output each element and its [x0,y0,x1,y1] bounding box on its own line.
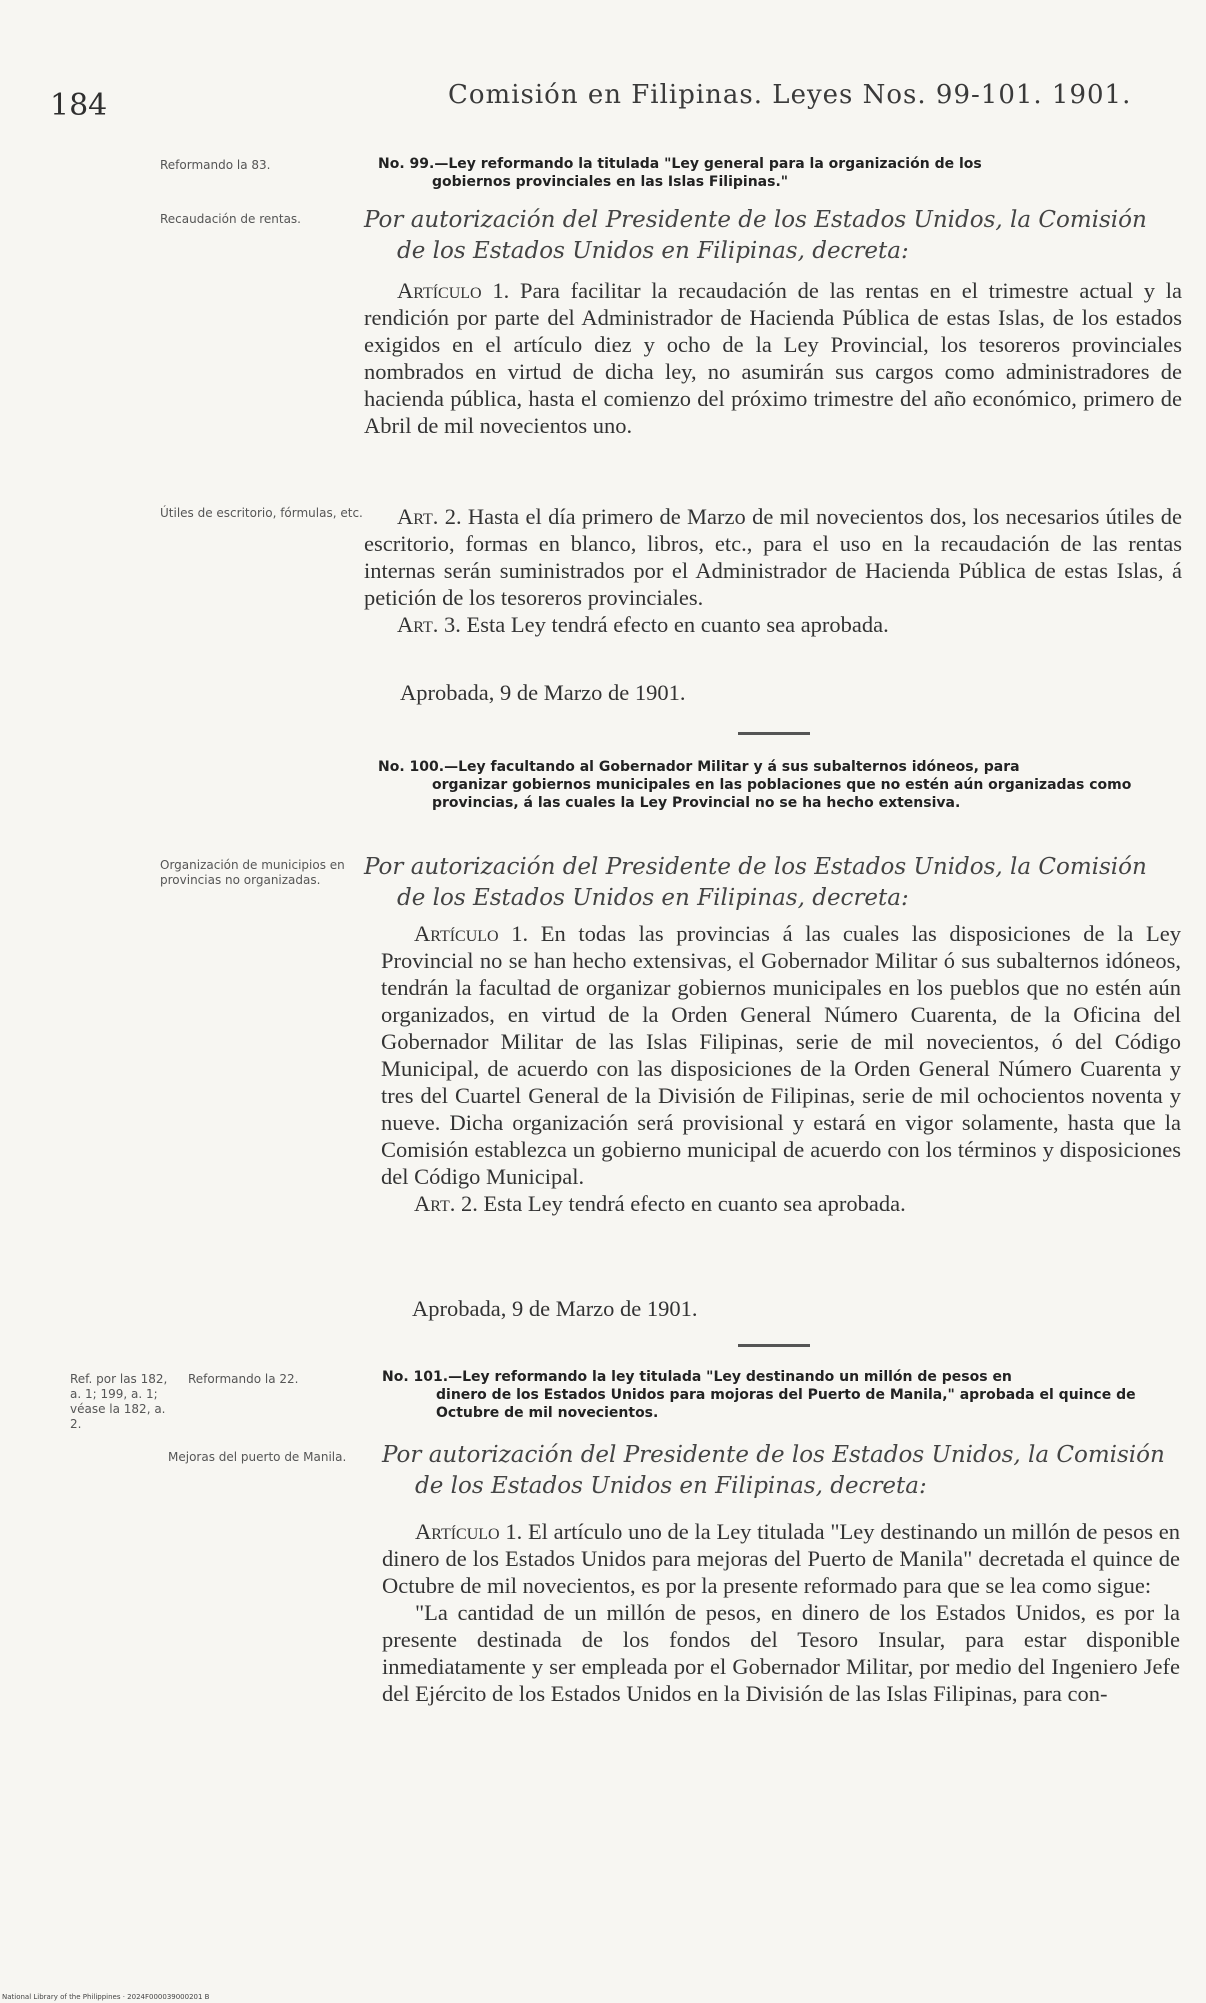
act-number: No. 101. [382,1369,449,1385]
far-margin-ref: Ref. por las 182, a. 1; 199, a. 1; véase la 182, a. 2. [70,1372,168,1431]
side-note: Recaudación de rentas. [160,212,301,226]
article [364,503,1182,638]
enacting-clause [364,205,1184,267]
article-label: Art. 2. [414,1191,478,1216]
act-title-line: —Ley reformando la ley titulada "Ley destinando un millón de pesos en [448,1369,1012,1385]
article-label: Artículo 1. [414,921,529,946]
enacting-line: Por autorización del Presidente de los Estados Unidos, la Comisión [364,854,1147,880]
article [382,1518,1180,1707]
enacting-line: de los Estados Unidos en Filipinas, decreta: [397,238,909,264]
article-text: Hasta el día primero de Marzo de mil novecientos dos, los necesarios útiles de escritorio, formas en blanco, libros, etc., para el uso en la recaudación de las rentas internas serán suministrados por el Administrador de Hacienda Pública de estas Islas, á petición de los tesoreros provinciales. [364,504,1183,610]
side-note: Mejoras del puerto de Manila. [168,1450,347,1464]
article-text: El artículo uno de la Ley titulada "Ley destinando un millón de pesos en dinero de los Estados Unidos para mejoras del Puerto de Manila" decretada el quince de Octubre de mil novecientos, es por la presente reformado para que se lea como sigue: [382,1519,1180,1598]
article-label: Artículo 1. [415,1519,523,1544]
article-label: Artículo 1. [397,278,510,303]
enacting-line: de los Estados Unidos en Filipinas, decreta: [397,885,909,911]
act-title [378,758,1178,812]
page-number: 184 [50,88,108,123]
act-title [378,155,1178,191]
act-title-line: —Ley reformando la titulada "Ley general para la organización de los [434,156,982,172]
enacting-line: Por autorización del Presidente de los Estados Unidos, la Comisión [382,1442,1165,1468]
enacting-line: Por autorización del Presidente de los Estados Unidos, la Comisión [364,207,1147,233]
act-number: No. 99. [378,156,435,172]
side-note: Organización de municipios en provincias no organizadas. [160,858,345,887]
act-title-line: gobiernos provinciales en las Islas Filipinas." [432,174,789,190]
act-title-line: organizar gobiernos municipales en las poblaciones que no estén aún organizadas como provincias, á las cuales la Ley Provincial no se ha hecho extensiva. [432,777,1132,811]
article [364,277,1182,439]
side-note: Útiles de escritorio, fórmulas, etc. [160,506,363,520]
enacting-line: de los Estados Unidos en Filipinas, decreta: [415,1473,927,1499]
act-number: No. 100. [378,759,445,775]
article [381,920,1181,1217]
margin-ref: Reformando la 83. [160,158,271,172]
article-label: Art. 2. [397,504,462,529]
act-title-line: —Ley facultando al Gobernador Militar y á sus subalternos idóneos, para [444,759,1020,775]
quoted-text: "La cantidad de un millón de pesos, en dinero de los Estados Unidos, es por la presente destinada de los fondos del Tesoro Insular, para estar disponible inmediatamente y ser empleada por el Gobernador Militar, por medio del Ingeniero Jefe del Ejército de los Estados Unidos en la División de las Islas Filipinas, para con- [382,1600,1180,1706]
article-text: Esta Ley tendrá efecto en cuanto sea aprobada. [466,612,889,637]
source-footer: National Library of the Philippines · 2024F000039000201 B [2,1993,210,2001]
article-text: Esta Ley tendrá efecto en cuanto sea aprobada. [483,1191,906,1216]
act-title-line: dinero de los Estados Unidos para mojoras del Puerto de Manila," aprobada el quince de Octubre de mil novecientos. [436,1387,1136,1421]
running-title: Comisión en Filipinas. Leyes Nos. 99-101. 1901. [448,80,1132,110]
article-text: En todas las provincias á las cuales las disposiciones de la Ley Provincial no se han hecho extensivas, el Gobernador Militar ó sus subalternos idóneos, tendrán la facultad de organizar gobiernos municipales en los pueblos que no estén aún organizados, en virtud de la Orden General Número Cuarenta, de la Oficina del Gobernador Militar de las Islas Filipinas, serie de mil novecientos, ó del Código Municipal, de acuerdo con las disposiciones de la Orden General Número Cuarenta y tres del Cuartel General de la División de Filipinas, serie de mil ochocientos noventa y nueve. Dicha organización será provisional y estará en vigor solamente, hasta que la Comisión establezca un gobierno municipal de acuerdo con los términos y disposiciones del Código Municipal. [381,921,1181,1189]
divider [738,732,810,735]
approval-date: Aprobada, 9 de Marzo de 1901. [412,1296,698,1321]
margin-ref: Reformando la 22. [188,1372,299,1386]
article-text: Para facilitar la recaudación de las rentas en el trimestre actual y la rendición por parte del Administrador de Hacienda Pública de estas Islas, de los estados exigidos en el artículo diez y ocho de la Ley Provincial, los tesoreros provinciales nombrados en virtud de dicha ley, no asumirán sus cargos como administradores de hacienda pública, hasta el comienzo del próximo trimestre del año económico, primero de Abril de mil novecientos uno. [364,278,1182,438]
act-title [382,1368,1180,1422]
approval-date: Aprobada, 9 de Marzo de 1901. [400,680,686,705]
divider [738,1344,810,1347]
enacting-clause [364,852,1184,914]
enacting-clause [382,1440,1182,1502]
article-label: Art. 3. [397,612,461,637]
